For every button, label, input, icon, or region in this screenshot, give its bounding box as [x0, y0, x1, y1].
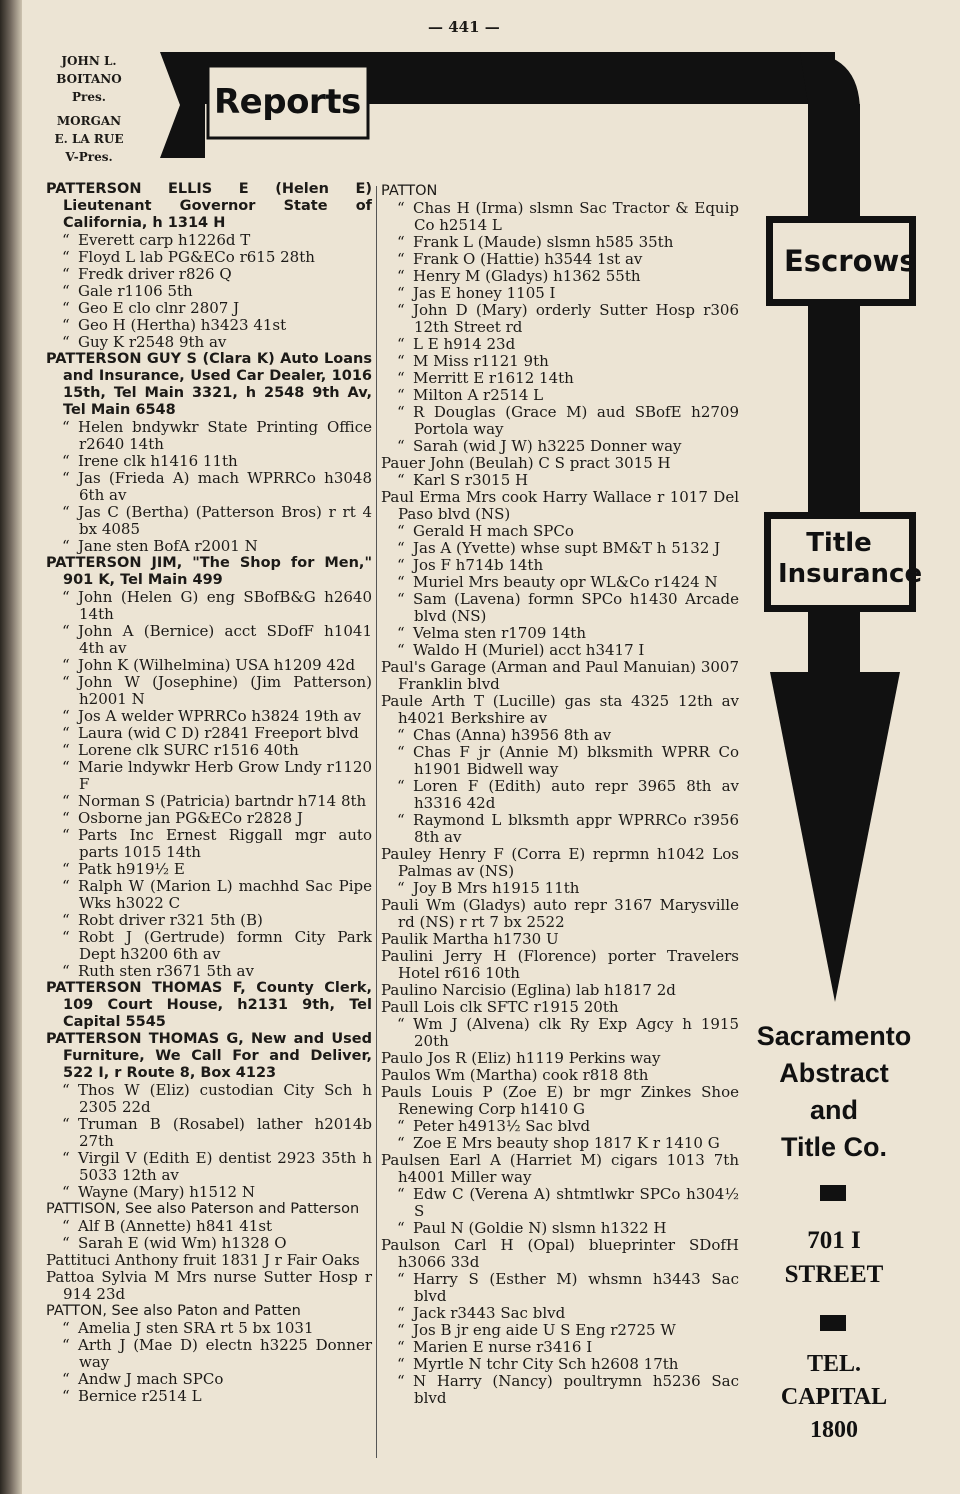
directory-entry: “ John K (Wilhelmina) USA h1209 42d: [46, 657, 372, 674]
directory-entry: PATTISON, See also Paterson and Patterson: [46, 1201, 360, 1217]
company-address: [752, 1224, 916, 1292]
directory-entry: “ Parts Inc Ernest Riggall mgr auto parts 1015 14th: [46, 827, 372, 861]
directory-entry: “ Ralph W (Marion L) machhd Sac Pipe Wks h3022 C: [46, 878, 372, 912]
directory-column-right: [381, 183, 739, 1407]
directory-entry: “ Jane sten BofA r2001 N: [46, 538, 372, 555]
directory-entry: “ Jack r3443 Sac blvd: [381, 1305, 739, 1322]
directory-entry: “ Floyd L lab PG&ECo r615 28th: [46, 249, 372, 266]
directory-entry: “ Thos W (Eliz) custodian City Sch h 2305 22d: [46, 1082, 372, 1116]
directory-entry: “ Gale r1106 5th: [46, 283, 372, 300]
directory-entry: Pauley Henry F (Corra E) reprmn h1042 Los Palmas av (NS): [381, 845, 739, 880]
directory-entry: “ John D (Mary) orderly Sutter Hosp r306 12th Street rd: [381, 302, 739, 336]
directory-entry: Paulino Narcisio (Eglina) lab h1817 2d: [381, 981, 676, 999]
directory-entry: Paul Erma Mrs cook Harry Wallace r 1017 Del Paso blvd (NS): [381, 488, 739, 523]
telephone-line: TEL.: [806, 1351, 862, 1377]
directory-entry: “ Bernice r2514 L: [46, 1388, 372, 1405]
directory-entry: “ Helen bndywkr State Printing Office r2640 14th: [46, 419, 372, 453]
officer-name: E. LA RUE: [54, 132, 124, 146]
directory-entry: “ Zoe E Mrs beauty shop 1817 K r 1410 G: [381, 1135, 739, 1152]
directory-entry: “ Jos A welder WPRRCo h3824 19th av: [46, 708, 372, 725]
directory-entry: “ Osborne jan PG&ECo r2828 J: [46, 810, 372, 827]
officer-title: V-Pres.: [65, 150, 113, 164]
directory-entry: PATTERSON ELLIS E (Helen E) Lieutenant Governor State of California, h 1314 H: [46, 181, 372, 231]
company-name-line: and: [809, 1095, 858, 1125]
directory-entry: Pauer John (Beulah) C S pract 3015 H: [381, 454, 671, 472]
directory-entry: “ Geo H (Hertha) h3423 41st: [46, 317, 372, 334]
directory-entry: “ Chas F jr (Annie M) blksmith WPRR Co h1901 Bidwell way: [381, 744, 739, 778]
directory-entry: “ Robt J (Gertrude) formn City Park Dept h3200 6th av: [46, 929, 372, 963]
directory-entry: PATTERSON GUY S (Clara K) Auto Loans and Insurance, Used Car Dealer, 1016 15th, Tel Main 3321, h 2548 9th Av, Tel Main 6548: [46, 351, 372, 418]
directory-entry: “ Myrtle N tchr City Sch h2608 17th: [381, 1356, 739, 1373]
directory-entry: “ Sarah E (wid Wm) h1328 O: [46, 1235, 372, 1252]
directory-entry: “ Truman B (Rosabel) lather h2014b 27th: [46, 1116, 372, 1150]
directory-entry: “ John (Helen G) eng SBofB&G h2640 14th: [46, 589, 372, 623]
directory-entry: Paull Lois clk SFTC r1915 20th: [381, 998, 619, 1016]
directory-entry: “ Geo E clo clnr 2807 J: [46, 300, 372, 317]
directory-entry: “ Harry S (Esther M) whsmn h3443 Sac blvd: [381, 1271, 739, 1305]
company-name-line: Sacramento: [756, 1021, 912, 1051]
directory-entry: “ N Harry (Nancy) poultrymn h5236 Sac blvd: [381, 1373, 739, 1407]
directory-entry: “ Chas (Anna) h3956 8th av: [381, 727, 739, 744]
telephone-line: CAPITAL: [780, 1384, 888, 1410]
arrow-bar-vertical: [808, 104, 860, 704]
directory-entry: “ Muriel Mrs beauty opr WL&Co r1424 N: [381, 574, 739, 591]
column-divider: [376, 186, 377, 1458]
directory-entry: Paulini Jerry H (Florence) porter Travelers Hotel r616 10th: [381, 947, 739, 982]
directory-entry: PATTERSON JIM, "The Shop for Men," 901 K, Tel Main 499: [46, 555, 372, 588]
directory-entry: “ Norman S (Patricia) bartndr h714 8th: [46, 793, 372, 810]
page-number: — 441 —: [428, 18, 500, 36]
directory-entry: “ R Douglas (Grace M) aud SBofE h2709 Portola way: [381, 404, 739, 438]
separator-square: [820, 1315, 846, 1331]
directory-entry: “ Everett carp h1226d T: [46, 232, 372, 249]
officer-name: MORGAN: [56, 114, 122, 128]
directory-entry: “ Jas A (Yvette) whse supt BM&T h 5132 J: [381, 540, 739, 557]
telephone-line: 1800: [810, 1417, 858, 1443]
directory-entry: “ Peter h4913½ Sac blvd: [381, 1118, 739, 1135]
directory-entry: “ Wayne (Mary) h1512 N: [46, 1184, 372, 1201]
directory-entry: “ Jos F h714b 14th: [381, 557, 739, 574]
directory-entry: “ Paul N (Goldie N) slsmn h1322 H: [381, 1220, 739, 1237]
directory-column-left: [46, 181, 372, 1405]
directory-entry: “ Jas E honey 1105 I: [381, 285, 739, 302]
officer-name: BOITANO: [56, 72, 122, 86]
directory-entry: “ Lorene clk SURC r1516 40th: [46, 742, 372, 759]
address-line: 701 I: [807, 1227, 861, 1254]
directory-entry: “ M Miss r1121 9th: [381, 353, 739, 370]
directory-entry: Pauli Wm (Gladys) auto repr 3167 Marysville rd (NS) r rt 7 bx 2522: [381, 896, 739, 931]
title-label-line: Title: [806, 528, 872, 558]
title-label-line: Insurance: [778, 559, 923, 589]
directory-entry: “ Laura (wid C D) r2841 Freeport blvd: [46, 725, 372, 742]
directory-entry: “ L E h914 23d: [381, 336, 739, 353]
directory-entry: “ Frank L (Maude) slsmn h585 35th: [381, 234, 739, 251]
directory-entry: “ Wm J (Alvena) clk Ry Exp Agcy h 1915 20th: [381, 1016, 739, 1050]
directory-entry: “ Jos B jr eng aide U S Eng r2725 W: [381, 1322, 739, 1339]
directory-entry: “ Fredk driver r826 Q: [46, 266, 372, 283]
directory-entry: “ Alf B (Annette) h841 41st: [46, 1218, 372, 1235]
officer-title: Pres.: [72, 90, 106, 104]
officer-name: JOHN L.: [61, 54, 117, 68]
directory-entry: “ John W (Josephine) (Jim Patterson) h2001 N: [46, 674, 372, 708]
directory-entry: Paulos Wm (Martha) cook r818 8th: [381, 1066, 649, 1084]
directory-entry: “ Raymond L blksmth appr WPRRCo r3956 8th av: [381, 812, 739, 846]
escrows-label: Escrows: [784, 244, 917, 278]
company-name-line: Title Co.: [780, 1132, 887, 1162]
arrow-head: [770, 672, 900, 1002]
directory-entry: PATTON, See also Paton and Patten: [46, 1303, 301, 1319]
directory-entry: “ Robt driver r321 5th (B): [46, 912, 372, 929]
company-name: [752, 1018, 916, 1166]
directory-entry: “ Henry M (Gladys) h1362 55th: [381, 268, 739, 285]
directory-entry: PATTON: [381, 183, 438, 199]
directory-entry: “ Chas H (Irma) slsmn Sac Tractor & Equip Co h2514 L: [381, 200, 739, 234]
directory-entry: “ Andw J mach SPCo: [46, 1371, 372, 1388]
directory-entry: “ Jas (Frieda A) mach WPRRCo h3048 6th av: [46, 470, 372, 504]
directory-entry: Paulsen Earl A (Harriet M) cigars 1013 7th h4001 Miller way: [381, 1151, 739, 1186]
directory-entry: “ Sam (Lavena) formn SPCo h1430 Arcade blvd (NS): [381, 591, 739, 625]
directory-entry: Paul's Garage (Arman and Paul Manuian) 3007 Franklin blvd: [381, 658, 739, 693]
reports-label: Reports: [214, 82, 361, 122]
directory-entry: “ Jas C (Bertha) (Patterson Bros) r rt 4 bx 4085: [46, 504, 372, 538]
directory-entry: “ Velma sten r1709 14th: [381, 625, 739, 642]
directory-entry: Paulo Jos R (Eliz) h1119 Perkins way: [381, 1049, 661, 1067]
directory-entry: “ Loren F (Edith) auto repr 3965 8th av h3316 42d: [381, 778, 739, 812]
company-name-line: Abstract: [779, 1058, 889, 1088]
directory-entry: “ Frank O (Hattie) h3544 1st av: [381, 251, 739, 268]
company-telephone: [752, 1348, 916, 1447]
directory-entry: “ Guy K r2548 9th av: [46, 334, 372, 351]
directory-entry: “ Irene clk h1416 11th: [46, 453, 372, 470]
directory-entry: “ Sarah (wid J W) h3225 Donner way: [381, 438, 739, 455]
directory-entry: Paulson Carl H (Opal) blueprinter SDofH h3066 33d: [381, 1236, 739, 1271]
directory-entry: Pattoa Sylvia M Mrs nurse Sutter Hosp r 914 23d: [46, 1268, 372, 1303]
address-line: STREET: [784, 1261, 884, 1288]
directory-entry: PATTERSON THOMAS G, New and Used Furniture, We Call For and Deliver, 522 I, r Route 8, Box 4123: [46, 1031, 372, 1081]
directory-entry: “ John A (Bernice) acct SDofF h1041 4th av: [46, 623, 372, 657]
directory-entry: “ Marie lndywkr Herb Grow Lndy r1120 F: [46, 759, 372, 793]
directory-entry: “ Virgil V (Edith E) dentist 2923 35th h 5033 12th av: [46, 1150, 372, 1184]
directory-entry: “ Amelia J sten SRA rt 5 bx 1031: [46, 1320, 372, 1337]
title-insurance-label: [778, 528, 923, 590]
directory-entry: Paule Arth T (Lucille) gas sta 4325 12th av h4021 Berkshire av: [381, 692, 739, 727]
directory-entry: “ Ruth sten r3671 5th av: [46, 963, 372, 980]
directory-entry: “ Merritt E r1612 14th: [381, 370, 739, 387]
directory-entry: Pauls Louis P (Zoe E) br mgr Zinkes Shoe Renewing Corp h1410 G: [381, 1083, 739, 1118]
directory-entry: “ Patk h919½ E: [46, 861, 372, 878]
directory-entry: “ Gerald H mach SPCo: [381, 523, 739, 540]
directory-entry: “ Karl S r3015 H: [381, 472, 739, 489]
directory-entry: “ Marien E nurse r3416 I: [381, 1339, 739, 1356]
separator-square: [820, 1185, 846, 1201]
directory-entry: “ Milton A r2514 L: [381, 387, 739, 404]
directory-entry: Pattituci Anthony fruit 1831 J r Fair Oaks: [46, 1251, 360, 1269]
directory-entry: “ Joy B Mrs h1915 11th: [381, 880, 739, 897]
directory-entry: “ Arth J (Mae D) electn h3225 Donner way: [46, 1337, 372, 1371]
directory-entry: Paulik Martha h1730 U: [381, 930, 559, 948]
directory-entry: “ Edw C (Verena A) shtmtlwkr SPCo h304½ S: [381, 1186, 739, 1220]
directory-entry: PATTERSON THOMAS F, County Clerk, 109 Court House, h2131 9th, Tel Capital 5545: [46, 980, 372, 1030]
directory-entry: “ Waldo H (Muriel) acct h3417 I: [381, 642, 739, 659]
